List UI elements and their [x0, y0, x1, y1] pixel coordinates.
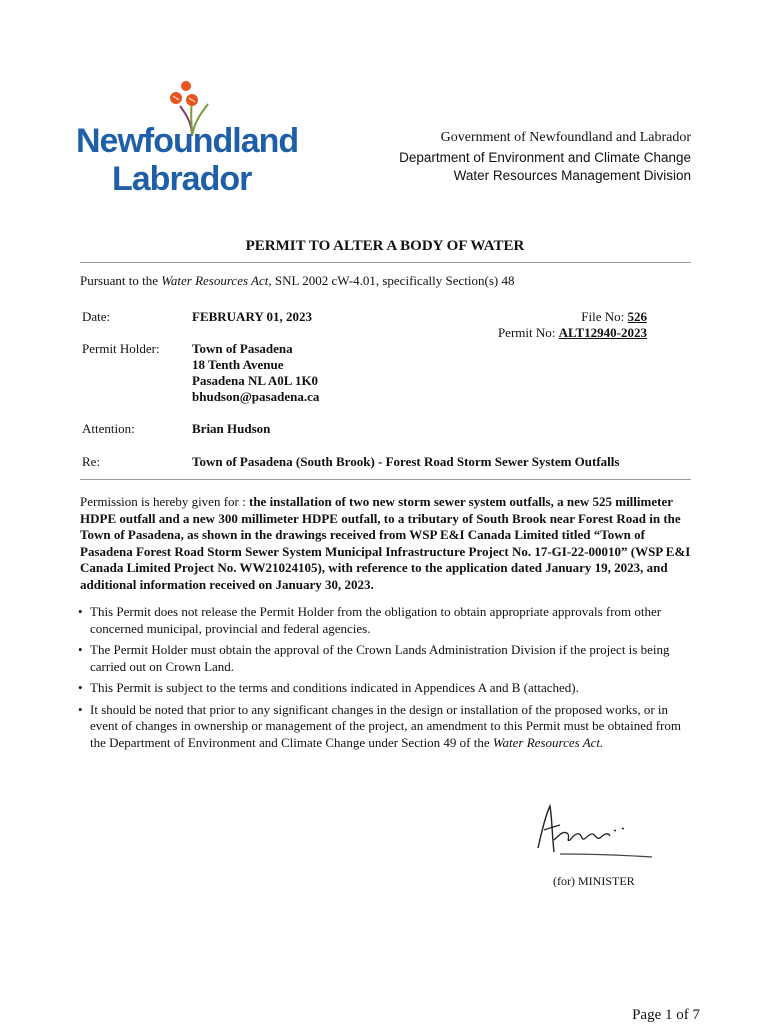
logo-text-labrador: Labrador — [112, 160, 252, 198]
signature-caption: (for) MINISTER — [553, 874, 635, 888]
bullet-text: The Permit Holder must obtain the approval of the Crown Lands Administration Division if the project is being carried out on Crown Land. — [90, 642, 670, 674]
permission-prefix: Permission is hereby given for : — [80, 494, 249, 509]
permission-paragraph — [80, 494, 695, 593]
re-label: Re: — [82, 454, 101, 469]
file-number — [581, 309, 647, 325]
re-value: Town of Pasadena (South Brook) - Forest Road Storm Sewer System Outfalls — [192, 454, 620, 469]
holder-name: Town of Pasadena — [192, 341, 293, 356]
newfoundland-labrador-logo — [76, 78, 299, 198]
bullet-marker: • — [78, 642, 83, 657]
list-item — [78, 604, 698, 637]
bullet-marker: • — [78, 701, 83, 717]
attention-label: Attention: — [82, 421, 135, 436]
holder-city: Pasadena NL A0L 1K0 — [192, 373, 319, 388]
document-title: PERMIT TO ALTER A BODY OF WATER — [245, 238, 525, 254]
permit-holder-address — [192, 341, 319, 405]
date-label: Date: — [82, 309, 111, 324]
bullet-marker: • — [78, 604, 83, 619]
holder-email: bhudson@pasadena.ca — [192, 389, 320, 404]
pursuant-suffix: , SNL 2002 cW-4.01, specifically Section(s) 48 — [268, 273, 515, 288]
logo-text-newfoundland: Newfoundland — [76, 122, 299, 160]
bullet-text: This Permit does not release the Permit Holder from the obligation to obtain appropriate approvals from other concerned municipal, provincial and federal agencies. — [90, 604, 662, 636]
attention-value: Brian Hudson — [192, 421, 271, 436]
permit-number-value: ALT12940-2023 — [558, 325, 647, 340]
permit-number-label: Permit No: — [497, 325, 559, 340]
date-value: FEBRUARY 01, 2023 — [192, 309, 313, 324]
bullet-text: It should be noted that prior to any significant changes in the design or installation of the proposed works, or in event of changes in ownership or management of the project, an amendment to this Permit must be obtained from the Department of Environment and Climate Change under Section 49 of the — [90, 701, 681, 750]
page-number: Page 1 of 7 — [632, 1007, 700, 1023]
list-item — [78, 642, 698, 675]
pursuant-act: Water Resources Act — [161, 273, 269, 288]
header-department: Department of Environment and Climate Change — [399, 150, 691, 165]
holder-street: 18 Tenth Avenue — [192, 357, 284, 372]
list-item — [78, 680, 698, 697]
list-item — [78, 702, 698, 752]
permit-number — [498, 325, 647, 341]
bullet-text: This Permit is subject to the terms and conditions indicated in Appendices A and B (attached). — [90, 680, 579, 695]
pursuant-line — [80, 273, 514, 289]
file-number-value: 526 — [627, 309, 647, 324]
header-division: Water Resources Management Division — [453, 168, 691, 183]
header-government: Government of Newfoundland and Labrador — [440, 130, 691, 145]
pursuant-prefix: Pursuant to the — [80, 273, 162, 288]
signature-image — [530, 800, 660, 862]
permit-holder-label: Permit Holder: — [82, 341, 160, 356]
file-number-label: File No: — [581, 309, 628, 324]
re-divider — [80, 479, 691, 480]
permission-body: the installation of two new storm sewer system outfalls, a new 525 millimeter HDPE outfall and a new 300 millimeter HDPE outfall, to a tributary of South Brook near Forest Road in the Town of Pasadena, as shown in the drawings received from WSP E&I Canada Limited titled “Town of Pasadena Forest Road Storm Sewer System Municipal Infrastructure Project No. 17-GI-22-00010” (WSP E&I Canada Limited Project No. WW21024105), with reference to the application dated January 19, 2023, and additional information received on January 30, 2023. — [80, 494, 691, 592]
conditions-list — [78, 604, 698, 756]
title-divider — [80, 262, 691, 263]
bullet-marker: • — [78, 680, 83, 695]
bullet-act: Water Resources Act. — [492, 734, 604, 750]
